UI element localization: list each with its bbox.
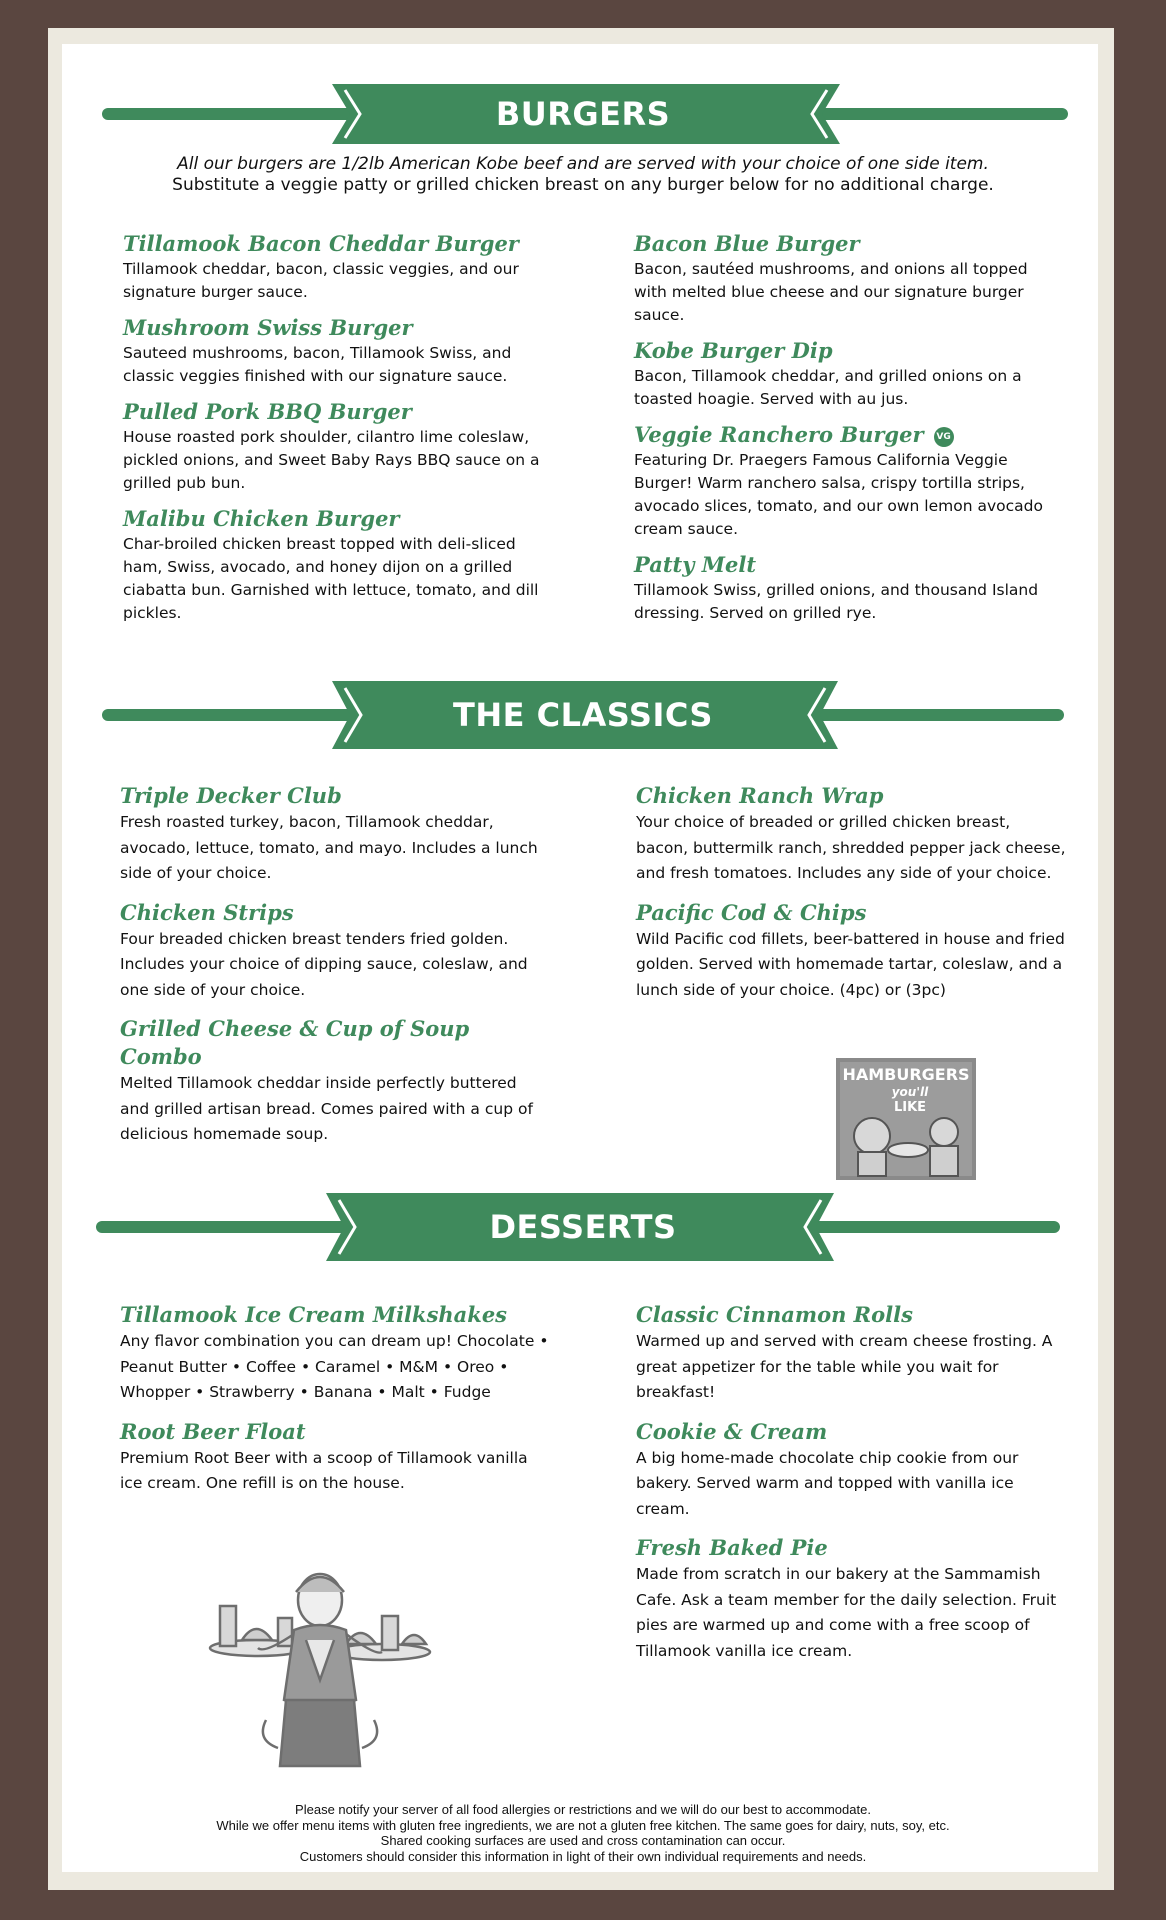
menu-item <box>123 230 553 304</box>
menu-item <box>634 337 1064 411</box>
intro-line: All our burgers are 1/2lb American Kobe beef and are served with your choice of one side item. <box>177 154 989 174</box>
item-name: Fresh Baked Pie <box>636 1535 828 1560</box>
item-name-text: Veggie Ranchero Burger <box>634 422 924 447</box>
menu-item <box>634 421 1064 541</box>
desserts-right-column <box>636 1301 1066 1676</box>
item-name: Grilled Cheese & Cup of Soup Combo <box>120 1016 470 1069</box>
item-description: Bacon, sautéed mushrooms, and onions all topped with melted blue cheese and our signature burger sauce. <box>634 260 1028 324</box>
allergy-notice <box>100 1802 1066 1864</box>
item-name: Cookie & Cream <box>636 1418 828 1444</box>
item-name: Triple Decker Club <box>120 783 342 808</box>
ad-line: LIKE <box>893 1100 927 1115</box>
item-name: Bacon Blue Burger <box>634 231 860 256</box>
item-description: Premium Root Beer with a scoop of Tillamook vanilla ice cream. One refill is on the house. <box>120 1448 528 1492</box>
footer-line: Shared cooking surfaces are used and cross contamination can occur. <box>380 1833 786 1848</box>
ad-line: HAMBURGERS <box>842 1065 970 1084</box>
menu-item <box>120 782 550 887</box>
section-title: BURGERS <box>495 95 671 133</box>
item-description: Melted Tillamook cheddar inside perfectly buttered and grilled artisan bread. Comes paired with a cup of delicious homemade soup. <box>120 1074 533 1143</box>
section-title: THE CLASSICS <box>453 696 713 734</box>
menu-item <box>636 1301 1066 1406</box>
item-name: Pacific Cod & Chips <box>636 899 867 925</box>
footer-line: Please notify your server of all food allergies or restrictions and we will do our best to accommodate. <box>295 1802 871 1817</box>
burgers-intro <box>100 154 1066 196</box>
item-description: Bacon, Tillamook cheddar, and grilled onions on a toasted hoagie. Served with au jus. <box>634 367 1022 408</box>
menu-item <box>634 230 1064 327</box>
menu-item <box>123 398 553 495</box>
item-name: Tillamook Bacon Cheddar Burger <box>123 231 519 256</box>
item-name: Chicken Ranch Wrap <box>636 783 884 808</box>
menu-item <box>636 782 1066 887</box>
item-name: Patty Melt <box>634 552 757 577</box>
item-description: Four breaded chicken breast tenders fried golden. Includes your choice of dipping sauce, coleslaw, and one side of your choice. <box>120 929 528 999</box>
ad-line: you'll <box>891 1085 929 1099</box>
waitress-with-trays-icon <box>206 1570 436 1770</box>
burgers-right-column <box>634 230 1064 635</box>
vintage-hamburger-ad-icon <box>836 1058 976 1180</box>
item-description: Any flavor combination you can dream up! Chocolate • Peanut Butter • Coffee • Caramel • M&M • Oreo • Whopper • Strawberry • Banana • Malt • Fudge <box>120 1332 549 1401</box>
footer-line: While we offer menu items with gluten free ingredients, we are not a gluten free kitchen. The same goes for dairy, nuts, soy, etc. <box>216 1817 950 1833</box>
vegetarian-badge-icon: VG <box>934 427 954 447</box>
item-description: Your choice of breaded or grilled chicken breast, bacon, buttermilk ranch, shredded pepper jack cheese, and fresh tomatoes. Includes any side of your choice. <box>636 813 1066 882</box>
item-name: Pulled Pork BBQ Burger <box>123 399 412 424</box>
section-title: DESSERTS <box>489 1208 677 1246</box>
menu-item <box>120 899 550 1004</box>
menu-item <box>636 899 1066 1004</box>
menu-item <box>120 1418 550 1497</box>
burgers-left-column <box>123 230 553 635</box>
item-name <box>634 421 1064 449</box>
item-description: Fresh roasted turkey, bacon, Tillamook cheddar, avocado, lettuce, tomato, and mayo. Includes a lunch side of your choice. <box>120 813 538 882</box>
item-description: Featuring Dr. Praegers Famous California Veggie Burger! Warm ranchero salsa, crispy tortilla strips, avocado slices, tomato, and our own lemon avocado cream sauce. <box>634 451 1043 538</box>
desserts-banner <box>0 1187 1166 1267</box>
menu-item <box>123 505 553 625</box>
menu-item <box>636 1534 1066 1664</box>
menu-item <box>636 1418 1066 1523</box>
item-description: Tillamook Swiss, grilled onions, and thousand Island dressing. Served on grilled rye. <box>634 581 1039 622</box>
classics-banner <box>0 675 1166 755</box>
item-name: Classic Cinnamon Rolls <box>636 1302 913 1327</box>
item-description: A big home-made chocolate chip cookie from our bakery. Served warm and topped with vanilla ice cream. <box>636 1448 1019 1518</box>
item-description: Wild Pacific cod fillets, beer-battered in house and fried golden. Served with homemade tartar, coleslaw, and a lunch side of your choice. (4pc) or (3pc) <box>636 929 1065 999</box>
item-name: Root Beer Float <box>120 1418 306 1444</box>
menu-item <box>123 314 553 388</box>
hamburgers-illustration <box>836 1058 976 1180</box>
waitress-illustration <box>206 1570 436 1770</box>
menu-item <box>120 1015 550 1148</box>
item-description: House roasted pork shoulder, cilantro lime coleslaw, pickled onions, and Sweet Baby Rays BBQ sauce on a grilled pub bun. <box>123 428 540 492</box>
footer-line: Customers should consider this information in light of their own individual requirements and needs. <box>299 1848 867 1864</box>
menu-item <box>634 551 1064 625</box>
classics-right-column <box>636 782 1066 1015</box>
item-description: Sauteed mushrooms, bacon, Tillamook Swiss, and classic veggies finished with our signature sauce. <box>123 344 512 385</box>
item-name: Chicken Strips <box>120 899 294 925</box>
desserts-left-column <box>120 1301 550 1509</box>
classics-left-column <box>120 782 550 1160</box>
item-name: Malibu Chicken Burger <box>123 506 400 531</box>
item-name: Kobe Burger Dip <box>634 338 833 363</box>
item-description: Tillamook cheddar, bacon, classic veggies, and our signature burger sauce. <box>123 260 519 301</box>
item-description: Made from scratch in our bakery at the Sammamish Cafe. Ask a team member for the daily selection. Fruit pies are warmed up and come with a free scoop of Tillamook vanilla ice cream. <box>636 1565 1057 1660</box>
burgers-banner <box>0 74 1166 154</box>
intro-line: Substitute a veggie patty or grilled chicken breast on any burger below for no additional charge. <box>172 175 994 195</box>
item-name: Mushroom Swiss Burger <box>123 315 413 340</box>
menu-item <box>120 1301 550 1406</box>
item-description: Warmed up and served with cream cheese frosting. A great appetizer for the table while you wait for breakfast! <box>636 1332 1053 1401</box>
item-description: Char-broiled chicken breast topped with deli-sliced ham, Swiss, avocado, and honey dijon on a grilled ciabatta bun. Garnished with lettuce, tomato, and dill pickles. <box>123 535 539 622</box>
item-name: Tillamook Ice Cream Milkshakes <box>120 1302 508 1327</box>
